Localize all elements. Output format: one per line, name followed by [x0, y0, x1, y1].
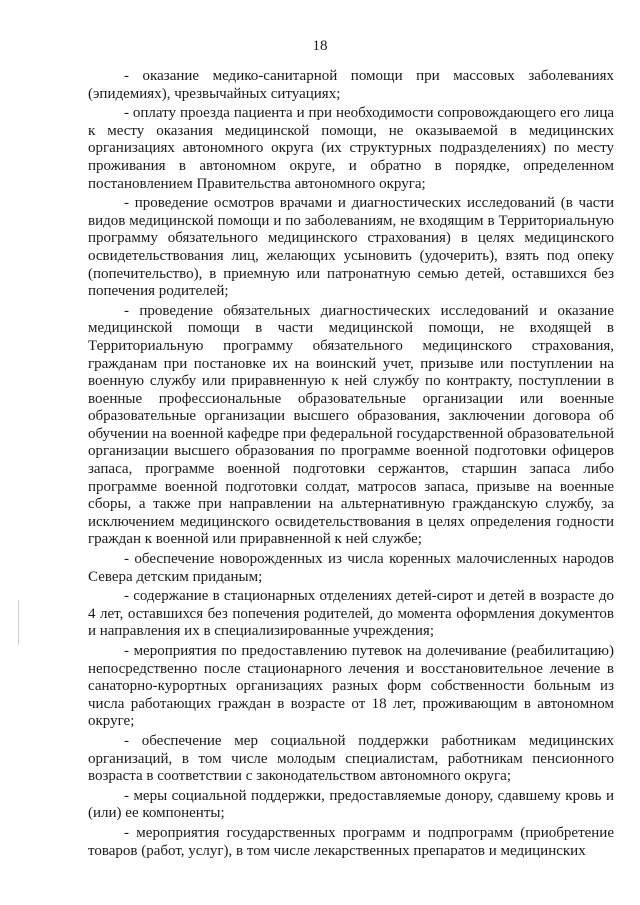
page-number: 18 [312, 38, 328, 54]
list-item: - содержание в стационарных отделениях детей-сирот и детей в возрасте до 4 лет, оставшихся без попечения родителей, до момента оформления документов и направления их в специализированные учреждения; [88, 588, 614, 640]
list-item: - оказание медико-санитарной помощи при массовых заболеваниях (эпидемиях), чрезвычайных ситуациях; [88, 68, 614, 102]
list-item: - обеспечение новорожденных из числа коренных малочисленных народов Севера детским приданым; [88, 551, 614, 585]
body-text [88, 68, 614, 862]
list-item: - оплату проезда пациента и при необходимости сопровождающего его лица к месту оказания медицинской помощи, не оказываемой в медицинских организациях автономного округа (их структурных подразделениях) по месту проживания в автономном округе, и обратно в порядке, определенном постановлением Правительства автономного округа; [88, 105, 614, 192]
list-item: - проведение обязательных диагностических исследований и оказание медицинской помощи в части медицинской помощи, не входящей в Территориальную программу обязательного медицинского страхования, гражданам при постановке их на воинский учет, призыве или поступлении на военную службу или приравненную к ней службу по контракту, поступлении в военные профессиональные образовательные организации или военные образовательные организации высшего образования, заключении договора об обучении на военной кафедре при федеральной государственной образовательной организации высшего образования по программе военной подготовки офицеров запаса, программе военной подготовки сержантов, старшин запаса либо программе военной подготовки солдат, матросов запаса, призыве на военные сборы, а также при направлении на альтернативную гражданскую службу, за исключением медицинского освидетельствования в целях определения годности граждан к военной или приравненной к ней службе; [88, 302, 614, 548]
list-item: - мероприятия по предоставлению путевок на долечивание (реабилитацию) непосредственно после стационарного лечения и восстановительное лечение в санаторно-курортных организациях разных форм собственности больным из числа работающих граждан в возрасте от 18 лет, проживающим в автономном округе; [88, 643, 614, 730]
list-item: - меры социальной поддержки, предоставляемые донору, сдавшему кровь и (или) ее компоненты; [88, 787, 614, 822]
list-item: - мероприятия государственных программ и подпрограмм (приобретение товаров (работ, услуг), в том числе лекарственных препаратов и медицинских [88, 824, 614, 859]
scan-margin-line [18, 600, 19, 645]
list-item: - проведение осмотров врачами и диагностических исследований (в части видов медицинской помощи и по заболеваниям, не входящим в Территориальную программу обязательного медицинского страхования) в целях медицинского освидетельствования лиц, желающих усыновить (удочерить), взять под опеку (попечительство), в приемную или патронатную семью детей, оставшихся без попечения родителей; [88, 195, 614, 300]
list-item: - обеспечение мер социальной поддержки работникам медицинских организаций, в том числе молодым специалистам, работникам пенсионного возраста в соответствии с законодательством автономного округа; [88, 732, 614, 785]
